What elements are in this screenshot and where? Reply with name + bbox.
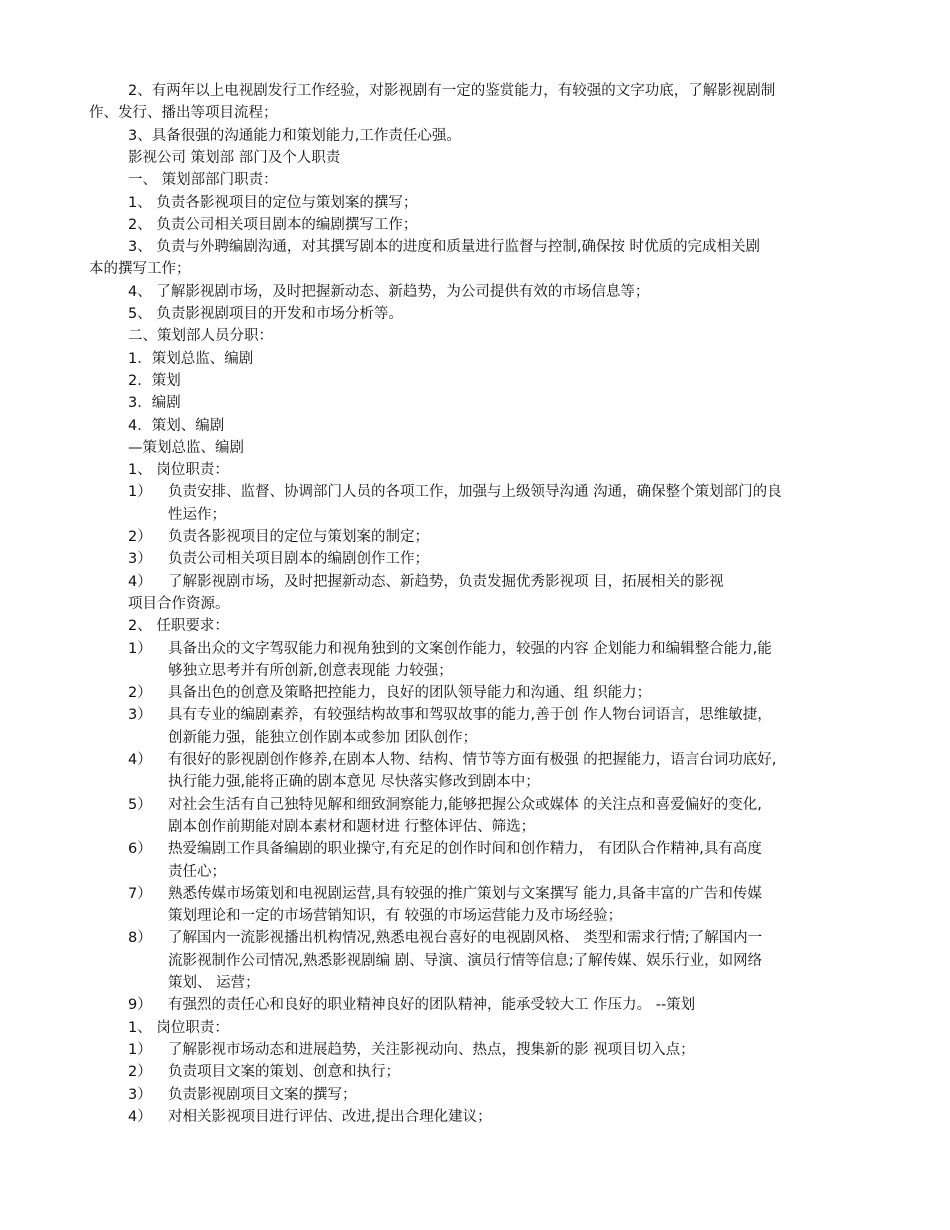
subsection-heading: 1、 岗位职责：: [128, 462, 229, 479]
list-number: 5）: [128, 796, 152, 813]
role-item: 1．策划总监、编剧: [128, 350, 254, 367]
list-item-line: 了解国内一流影视播出机构情况,熟悉电视台喜好的电视剧风格、 类型和需求行情;了解国内一: [168, 930, 763, 947]
list-number: 3）: [128, 707, 152, 724]
list-item-line: 够独立思考并有所创新,创意表现能 力较强；: [168, 662, 453, 679]
list-item-line: 对社会生活有自己独特见解和细致洞察能力,能够把握公众或媒体 的关注点和喜爱偏好的变化,: [168, 796, 762, 813]
dept-duty-line: 5、 负责影视剧项目的开发和市场分析等。: [128, 306, 403, 322]
intro-item-2-line: 作、发行、播出等项目流程；: [89, 105, 278, 122]
list-number: 4）: [128, 752, 152, 768]
list-number: 4）: [128, 1108, 152, 1125]
list-number: 9）: [128, 997, 152, 1014]
list-number: 3）: [128, 1086, 152, 1103]
list-item-line: 执行能力强,能将正确的剧本意见 尽快落实修改到剧本中；: [168, 774, 540, 791]
list-item-line: 剧本创作前期能对剧本素材和题材进 行整体评估、筛选；: [168, 818, 536, 835]
role-item: 4．策划、编剧: [128, 417, 225, 434]
list-item-line: 责任心；: [168, 863, 226, 880]
list-number: 2）: [128, 1064, 152, 1081]
dept-duty-line: 3、 负责与外聘编剧沟通，对其撰写剧本的进度和质量进行监督与控制,确保按 时优质的完成相关剧: [128, 239, 761, 256]
list-number: 1）: [128, 484, 152, 501]
dept-duty-line: 2、 负责公司相关项目剧本的编剧撰写工作；: [128, 216, 418, 233]
list-item-line: 了解影视剧市场，及时把握新动态、新趋势，负责发掘优秀影视项 目，拓展相关的影视: [168, 573, 724, 590]
list-number: 4）: [128, 573, 152, 590]
list-item-line: 策划、 运营；: [168, 975, 260, 991]
list-item-line: 流影视制作公司情况,熟悉影视剧编 剧、导演、演员行情等信息;了解传媒、娱乐行业，如网络: [168, 952, 763, 969]
list-number: 7）: [128, 885, 152, 902]
list-item-line: 负责各影视项目的定位与策划案的制定；: [168, 529, 429, 545]
list-number: 2）: [128, 529, 152, 545]
list-item-line: 了解影视市场动态和进展趋势，关注影视动向、热点，搜集新的影 视项目切入点；: [168, 1041, 695, 1058]
list-number: 2）: [128, 685, 152, 702]
list-item-line: 具有专业的编剧素养，有较强结构故事和驾驭故事的能力,善于创 作人物台词语言，思维敏捷，: [168, 707, 772, 724]
intro-item-2-line: 2、有两年以上电视剧发行工作经验，对影视剧有一定的鉴赏能力，有较强的文字功底，了解影视剧制: [128, 83, 776, 99]
list-number: 1）: [128, 1041, 152, 1058]
list-item-line: 熟悉传媒市场策划和电视剧运营,具有较强的推广策划与文案撰写 能力,具备丰富的广告和传媒: [168, 885, 762, 902]
list-item-line: 项目合作资源。: [128, 595, 230, 612]
company-title: 影视公司 策划部 部门及个人职责: [128, 149, 341, 166]
dept-duty-line: 4、 了解影视剧市场，及时把握新动态、新趋势，为公司提供有效的市场信息等；: [128, 283, 650, 300]
list-item-line: 有强烈的责任心和良好的职业精神良好的团队精神，能承受较大工 作压力。 --策划: [168, 997, 696, 1014]
list-number: 3）: [128, 551, 152, 568]
section-heading: 二、策划部人员分职：: [128, 328, 273, 345]
list-number: 8）: [128, 930, 152, 947]
dept-duty-line: 1、 负责各影视项目的定位与策划案的撰写；: [128, 194, 418, 211]
list-item-line: 负责影视剧项目文案的撰写；: [168, 1086, 357, 1103]
role-item: 2．策划: [128, 372, 181, 389]
list-number: 6）: [128, 841, 152, 858]
list-item-line: 负责项目文案的策划、创意和执行；: [168, 1064, 400, 1081]
subsection-heading: 2、 任职要求：: [128, 618, 229, 635]
list-number: 1）: [128, 640, 152, 657]
dept-duty-line: 本的撰写工作；: [89, 261, 191, 278]
list-item-line: 策划理论和一定的市场营销知识，有 较强的市场运营能力及市场经验；: [168, 908, 623, 925]
role-heading: —策划总监、编剧: [128, 439, 244, 456]
intro-item-3: 3、具备很强的沟通能力和策划能力,工作责任心强。: [128, 127, 461, 144]
subsection-heading: 1、 岗位职责：: [128, 1019, 229, 1036]
list-item-line: 热爱编剧工作具备编剧的职业操守,有充足的创作时间和创作精力， 有团队合作精神,具有高度: [168, 841, 762, 858]
role-item: 3．编剧: [128, 395, 181, 412]
list-item-line: 有很好的影视剧创作修养,在剧本人物、结构、情节等方面有极强 的把握能力，语言台词功底好,: [168, 752, 777, 768]
list-item-line: 具备出众的文字驾驭能力和视角独到的文案创作能力，较强的内容 企划能力和编辑整合能力,能: [168, 640, 772, 657]
list-item-line: 具备出色的创意及策略把控能力，良好的团队领导能力和沟通、组 织能力；: [168, 685, 652, 702]
list-item-line: 性运作；: [168, 506, 226, 523]
list-item-line: 对相关影视项目进行评估、改进,提出合理化建议；: [168, 1108, 492, 1125]
list-item-line: 创新能力强，能独立创作剧本或参加 团队创作；: [168, 729, 478, 746]
list-item-line: 负责公司相关项目剧本的编剧创作工作；: [168, 551, 429, 568]
section-heading: 一、 策划部部门职责：: [128, 172, 278, 189]
list-item-line: 负责安排、监督、协调部门人员的各项工作，加强与上级领导沟通 沟通，确保整个策划部门的良: [168, 484, 782, 501]
